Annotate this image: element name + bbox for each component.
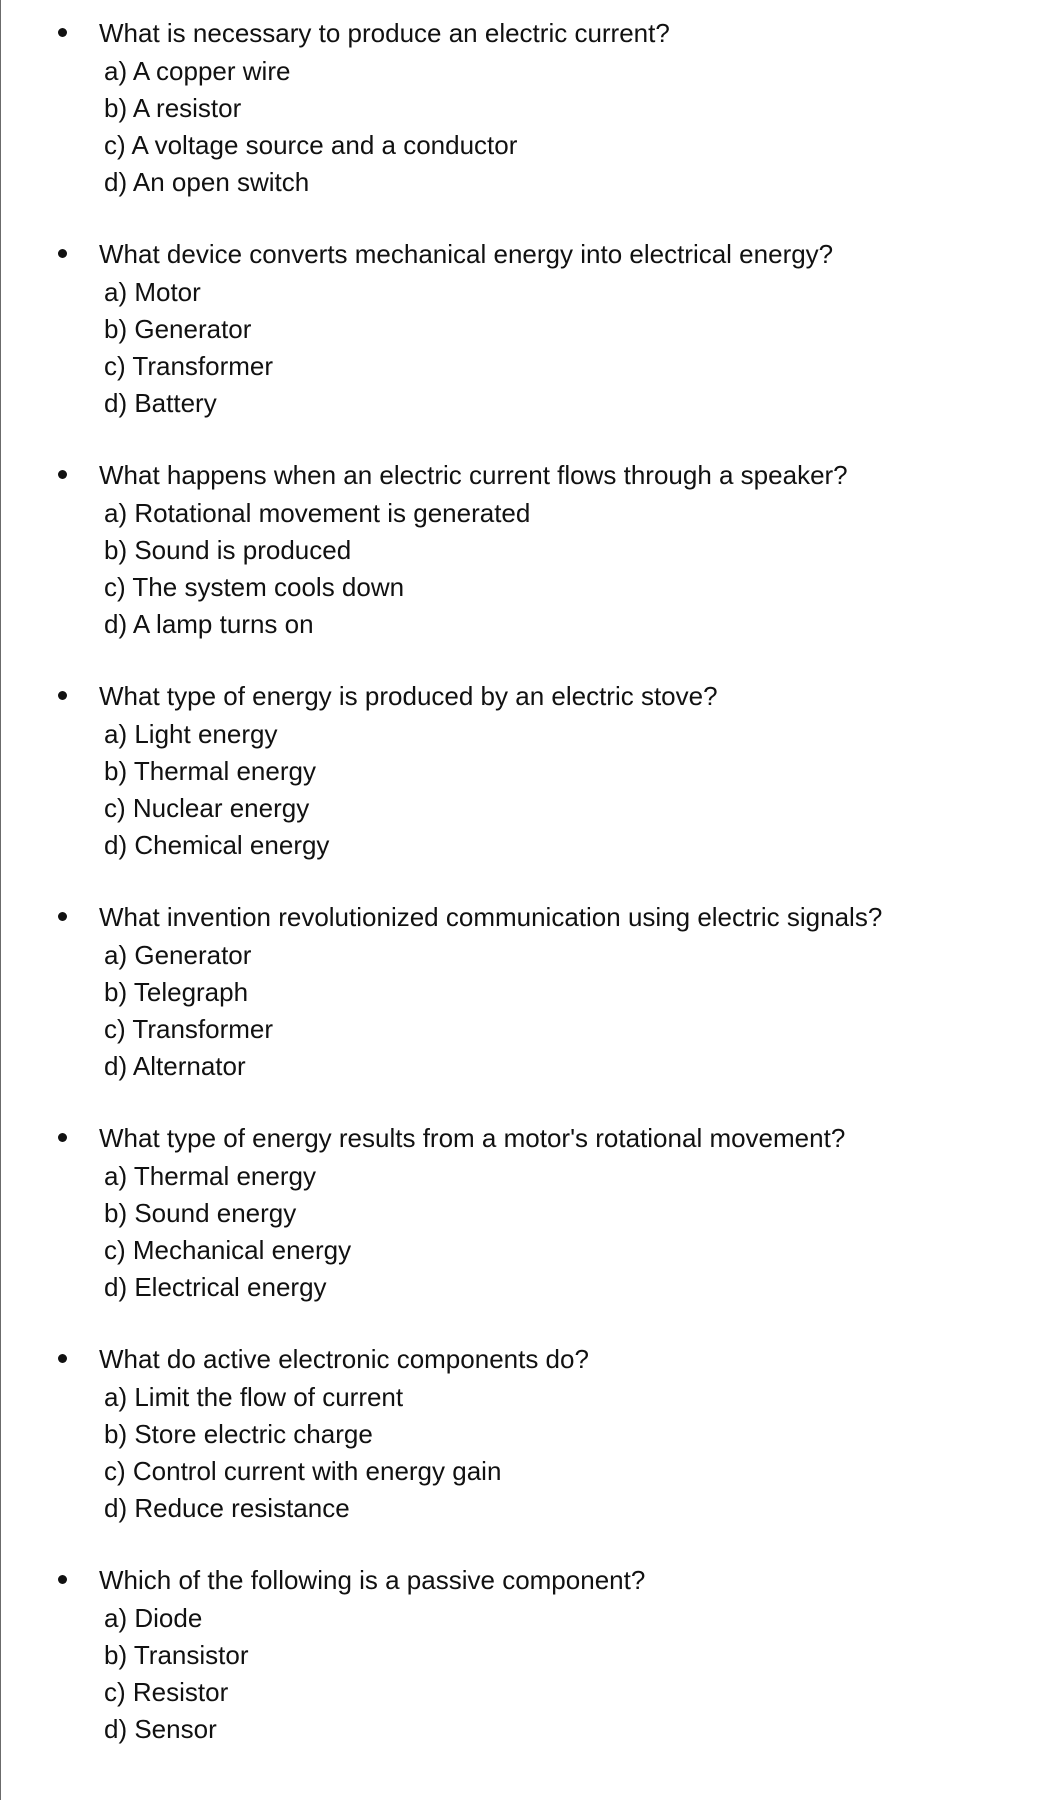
answer-option: a) Motor — [104, 277, 201, 307]
answer-options — [104, 1600, 249, 1748]
answer-option: b) Telegraph — [104, 977, 249, 1007]
answer-option: c) Mechanical energy — [104, 1235, 352, 1265]
answer-option: c) Resistor — [104, 1677, 229, 1707]
question-item — [0, 1563, 1057, 1784]
bullet-icon — [58, 28, 67, 37]
answer-option: b) Transistor — [104, 1640, 249, 1670]
answer-option: c) Control current with energy gain — [104, 1456, 502, 1486]
answer-option: c) Transformer — [104, 1014, 274, 1044]
answer-option: b) Store electric charge — [104, 1419, 373, 1449]
question-item — [0, 1342, 1057, 1563]
bullet-icon — [58, 1354, 67, 1363]
question-text: What type of energy is produced by an electric stove? — [99, 681, 718, 711]
question-text: What is necessary to produce an electric current? — [99, 18, 670, 48]
question-text: What device converts mechanical energy into electrical energy? — [99, 239, 834, 269]
answer-option: d) Sensor — [104, 1714, 217, 1744]
quiz-question-list — [0, 16, 1057, 1784]
answer-option: a) Generator — [104, 940, 252, 970]
answer-options — [104, 274, 273, 422]
answer-option: b) Sound energy — [104, 1198, 297, 1228]
answer-option: d) An open switch — [104, 167, 310, 197]
question-text: Which of the following is a passive component? — [99, 1565, 646, 1595]
answer-option: d) Electrical energy — [104, 1272, 327, 1302]
answer-options — [104, 716, 329, 864]
bullet-icon — [58, 1575, 67, 1584]
answer-option: a) Limit the flow of current — [104, 1382, 404, 1412]
answer-option: b) Generator — [104, 314, 252, 344]
answer-option: d) Battery — [104, 388, 217, 418]
answer-options — [104, 495, 530, 643]
question-text: What type of energy results from a motor's rotational movement? — [99, 1123, 846, 1153]
question-item — [0, 900, 1057, 1121]
answer-option: d) Chemical energy — [104, 830, 330, 860]
answer-options — [104, 1379, 501, 1527]
answer-option: b) Thermal energy — [104, 756, 316, 786]
question-item — [0, 1121, 1057, 1342]
question-item — [0, 237, 1057, 458]
answer-option: a) Rotational movement is generated — [104, 498, 531, 528]
bullet-icon — [58, 470, 67, 479]
question-item — [0, 16, 1057, 237]
answer-option: c) The system cools down — [104, 572, 405, 602]
question-item — [0, 458, 1057, 679]
bullet-icon — [58, 249, 67, 258]
answer-option: b) A resistor — [104, 93, 242, 123]
question-text: What do active electronic components do? — [99, 1344, 589, 1374]
bullet-icon — [58, 691, 67, 700]
answer-options — [104, 53, 517, 201]
bullet-icon — [58, 912, 67, 921]
answer-option: b) Sound is produced — [104, 535, 352, 565]
answer-option: c) Transformer — [104, 351, 274, 381]
bullet-icon — [58, 1133, 67, 1142]
question-text: What happens when an electric current flows through a speaker? — [99, 460, 848, 490]
answer-options — [104, 937, 273, 1085]
answer-options — [104, 1158, 351, 1306]
question-text: What invention revolutionized communication using electric signals? — [99, 902, 883, 932]
answer-option: a) Diode — [104, 1603, 203, 1633]
answer-option: a) Light energy — [104, 719, 278, 749]
answer-option: c) A voltage source and a conductor — [104, 130, 518, 160]
answer-option: a) Thermal energy — [104, 1161, 316, 1191]
answer-option: d) Reduce resistance — [104, 1493, 350, 1523]
question-item — [0, 679, 1057, 900]
answer-option: a) A copper wire — [104, 56, 291, 86]
answer-option: d) A lamp turns on — [104, 609, 314, 639]
answer-option: d) Alternator — [104, 1051, 246, 1081]
answer-option: c) Nuclear energy — [104, 793, 310, 823]
